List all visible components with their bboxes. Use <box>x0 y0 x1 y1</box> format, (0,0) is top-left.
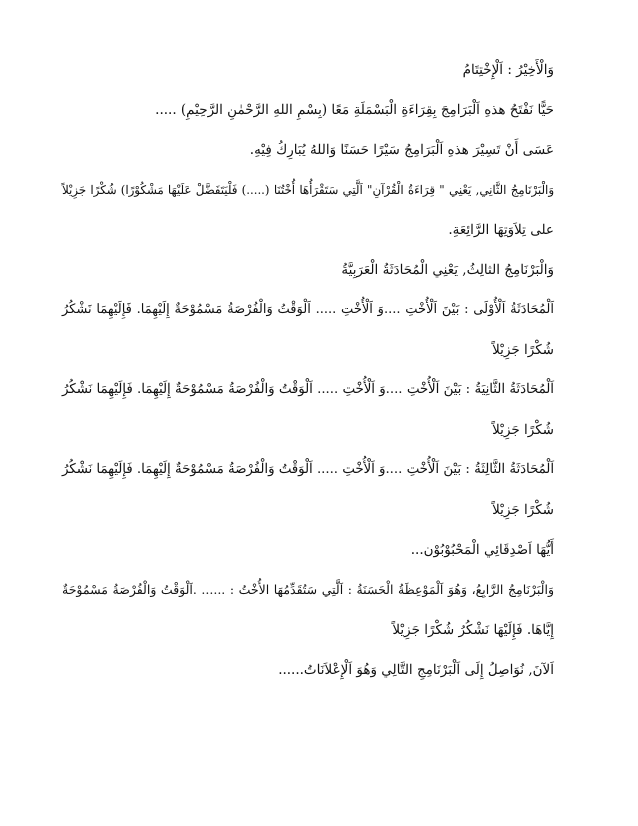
announcements-line: اَلآنَ, نُوَاصِلُ إِلَى اَلْبَرْنَامِجِ التَّالِي وَهُوَ اَلْإِعْلاَنَاتُ...... <box>278 662 554 678</box>
program-four-thanks: إِيَّاهَا. فَإِلَيْهَا نَشْكُرُ شُكْرًا جَزِيْلاً <box>392 622 554 638</box>
blessing-line: عَسَى أَنْ تَسِيْرَ هذهِ اَلْبَرَامِجُ سَيْرًا حَسَنًا وَاللهُ يُبَارِكُ فِيْهِ. <box>249 142 554 158</box>
conversation-two-line: اَلْمُحَادَثَةُ الثَّانِيَةُ : بَيْنَ اَلْأُخْتِ ....وَ اَلْأُخْتِ ..... اَلْوَقْتُ وَالْفُرْصَةُ مَسْمُوْحَةٌ إِلَيْهِمَا. فَإِلَيْهِمَا نَشْكُرُ <box>62 382 554 397</box>
conversation-one-line: اَلْمُحَادَثَةُ اَلْأُوْلَى : بَيْنَ اَلْأُخْتِ ....وَ اَلْأُخْتِ ..... اَلْوَقْتُ وَالْفُرْصَةُ مَسْمُوْحَةٌ إِلَيْهِمَا. فَإِلَيْهِمَا نَشْكُرُ <box>62 302 554 317</box>
conversation-three-line: اَلْمُحَادَثَةُ الثَّالِثَةُ : بَيْنَ اَلْأُخْتِ ....وَ اَلْأُخْتِ ..... اَلْوَقْتُ وَالْفُرْصَةُ مَسْمُوْحَةٌ إِلَيْهِمَا. فَإِلَيْهِمَا نَشْكُرُ <box>62 462 554 477</box>
friends-address-line: أَيُّهَا اَصْدِقَائِي الْمَحْبُوْبُوْن... <box>410 542 554 558</box>
program-two-line: وَالْبَرْنَامِجُ الثَّانِي, يَعْنِي " قِرَاءَةُ الْقُرْآنِ" اَلَّتِي سَتَقْرَأُهَا أُخْتُنَا (.....) فَلْيَتَفَضَّلْ عَلَيْهَا مَشْكُوْرًا) شُكْرًا جَزِيْلاً <box>62 183 554 197</box>
program-four-line: وَالْبَرْنَامِجُ الرَّابِعُ، وَهُوَ اَلْمَوْعِظَةُ الْحَسَنَةُ : اَلَّتِي سَتُقَدِّمُهَا الأُخْتُ : ...... .اَلْوَقْتُ وَالْفُرْصَةُ مَسْمُوْحَةٌ <box>62 582 554 597</box>
program-two-continuation: على تِلاَوَتِهَا الرَّائِعَةِ. <box>448 222 554 238</box>
closing-heading: وَالْأَخِيْرُ : اَلْإِخْتِتَامُ <box>462 62 554 78</box>
conversation-one-thanks: شُكْرًا جَزِيْلاً <box>492 342 554 358</box>
conversation-three-thanks: شُكْرًا جَزِيْلاً <box>492 502 554 518</box>
conversation-two-thanks: شُكْرًا جَزِيْلاً <box>492 422 554 438</box>
program-three-line: وَالْبَرْنَامِجُ الثالِثُ, يَعْنِي الْمُحَادَثَةُ الْعَرَبِيَّةُ <box>341 262 554 278</box>
opening-line: حَيًّا نَفْتَحُ هذهِ اَلْبَرَامِجَ بِقِرَاءَةِ الْبَسْمَلَةِ مَعًا (بِسْمِ اللهِ الرَّحْمٰنِ الرَّحِيْمِ) ..... <box>155 102 554 118</box>
document-body <box>62 60 554 700</box>
